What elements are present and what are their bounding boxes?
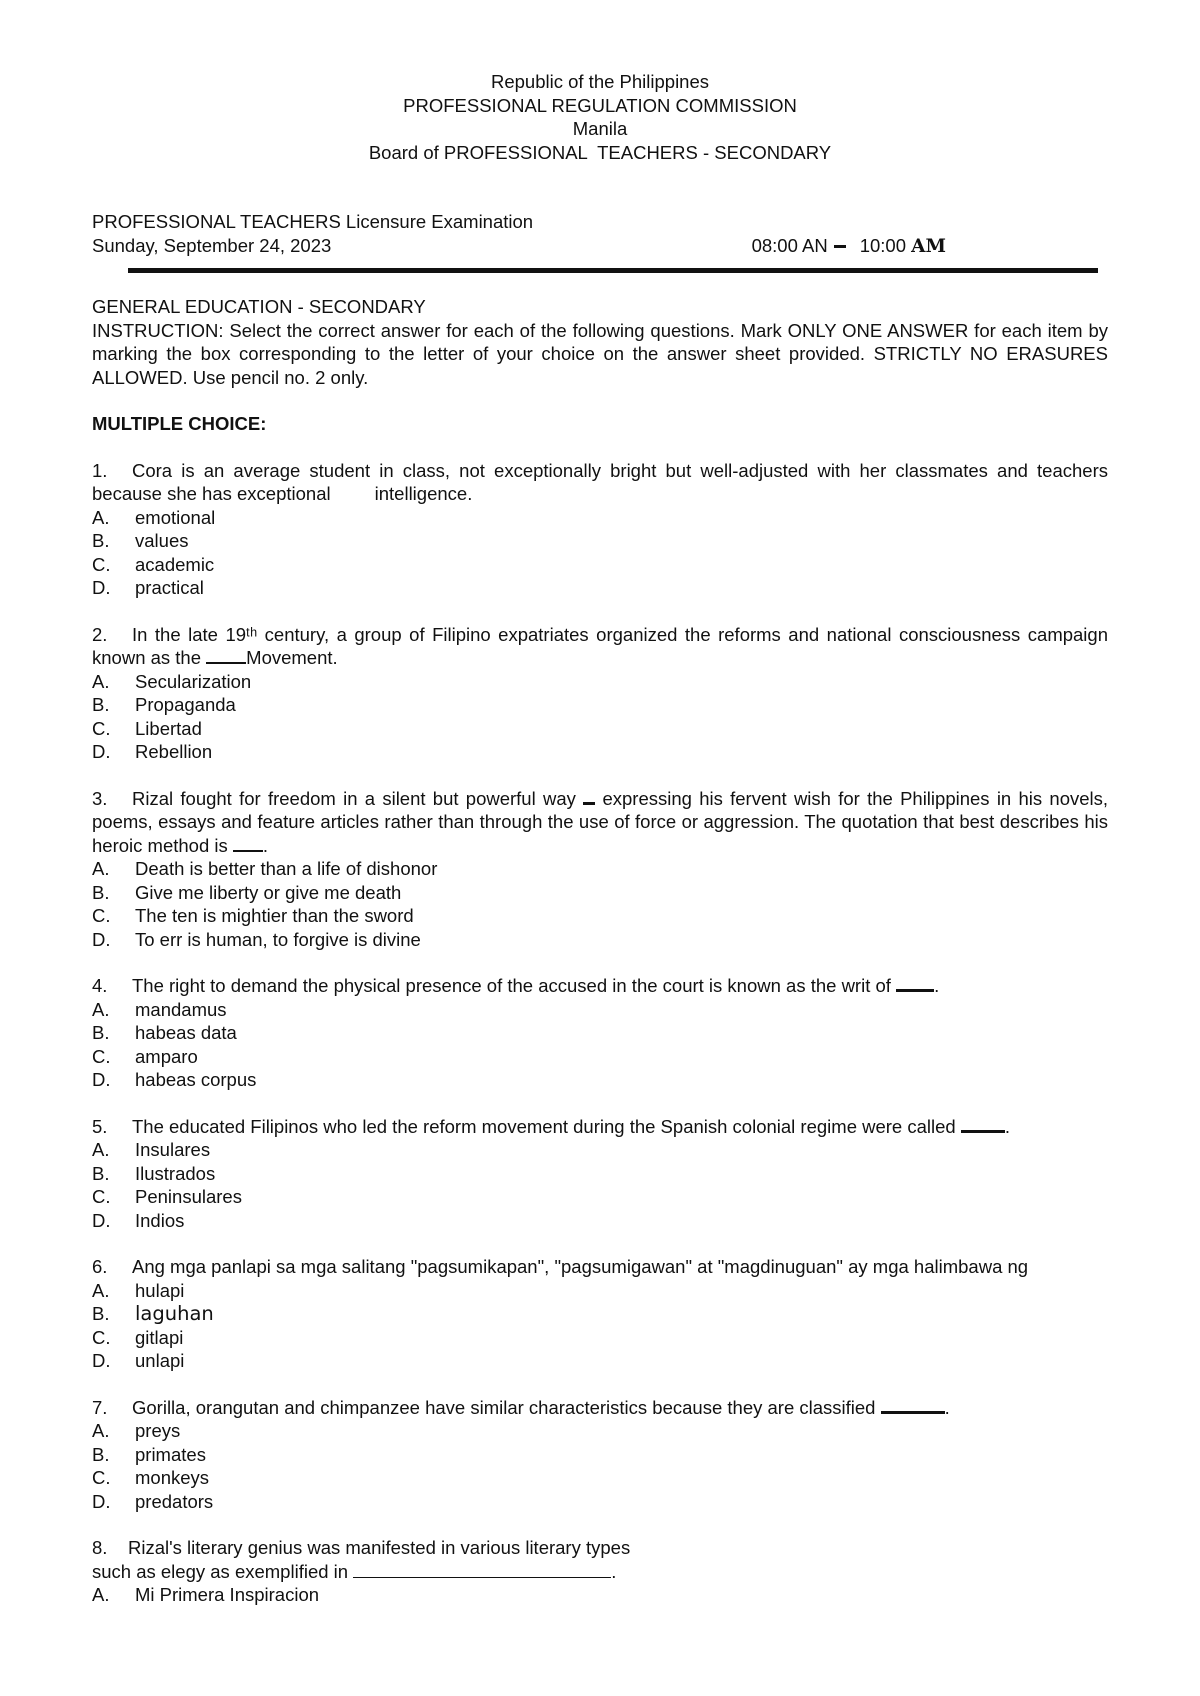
question-3 <box>92 787 1108 952</box>
option-d: D. Indios <box>92 1209 185 1231</box>
question-stem: 1. Cora is an average student in class, not exceptionally bright but well-adjusted with her classmates and teachers because she has exceptional intelligence. <box>92 459 1108 504</box>
answer-blank <box>233 836 263 852</box>
header-divider <box>128 268 1098 273</box>
exam-time-end: 10:00 <box>859 234 907 256</box>
question-stem: 7. Gorilla, orangutan and chimpanzee have similar characteristics because they are classified . <box>92 1396 950 1418</box>
document-header <box>92 70 1108 164</box>
exam-time <box>752 234 946 259</box>
option-a: A. mandamus <box>92 998 227 1020</box>
answer-blank <box>881 1397 945 1414</box>
answer-blank <box>896 975 934 992</box>
question-number: 6. <box>92 1256 108 1277</box>
question-7 <box>92 1396 1108 1514</box>
option-b: B. values <box>92 530 189 551</box>
question-stem: 5. The educated Filipinos who led the reform movement during the Spanish colonial regime were called . <box>92 1115 1010 1137</box>
option-b: B. Propaganda <box>92 694 236 715</box>
option-a: A. emotional <box>92 506 216 528</box>
question-number: 8. <box>92 1537 108 1558</box>
question-number: 7. <box>92 1396 108 1418</box>
header-agency: PROFESSIONAL REGULATION COMMISSION <box>403 94 797 116</box>
option-a: A. Death is better than a life of dishonor <box>92 858 438 879</box>
option-a: A. hulapi <box>92 1279 185 1301</box>
header-city: Manila <box>572 118 628 139</box>
multiple-choice-label: MULTIPLE CHOICE: <box>92 413 267 434</box>
answer-blank <box>206 648 246 664</box>
option-b: B. habeas data <box>92 1022 237 1043</box>
question-number: 1. <box>92 459 108 481</box>
question-2 <box>92 623 1108 764</box>
option-c: C. Peninsulares <box>92 1186 242 1207</box>
option-d: D. unlapi <box>92 1350 185 1371</box>
option-a: A. Secularization <box>92 670 252 692</box>
question-1 <box>92 459 1108 600</box>
dash <box>583 792 595 805</box>
question-stem: 6. Ang mga panlapi sa mga salitang "pagsumikapan", "pagsumigawan" at "magdinuguan" ay mga halimbawa ng <box>92 1256 1029 1277</box>
exam-info <box>92 210 1108 273</box>
option-c: C. academic <box>92 553 215 575</box>
question-number: 2. <box>92 623 108 645</box>
exam-time-end-suffix: AM <box>911 235 946 257</box>
option-c: C. The ten is mightier than the sword <box>92 905 414 926</box>
header-country: Republic of the Philippines <box>490 71 710 92</box>
question-stem: 4. The right to demand the physical presence of the accused in the court is known as the writ of . <box>92 975 940 996</box>
question-4 <box>92 974 1108 1092</box>
question-number: 3. <box>92 787 108 809</box>
question-stem-continued: such as elegy as exemplified in . <box>92 1560 617 1582</box>
option-b: B. Ilustrados <box>92 1162 216 1184</box>
question-stem: 3. Rizal fought for freedom in a silent but powerful way expressing his fervent wish for the Philippines in his novels, poems, essays and feature articles rather than through the use of force or aggression. The quotation that best describes his heroic method is . <box>92 787 1109 856</box>
option-c: C. monkeys <box>92 1467 210 1488</box>
option-a: A. preys <box>92 1420 181 1441</box>
question-stem: 2. In the late 19ᵗʰ century, a group of Filipino expatriates organized the reforms and national consciousness campaign known as the Movement. <box>92 623 1108 668</box>
question-8 <box>92 1536 1108 1607</box>
time-dash <box>834 245 846 248</box>
answer-blank <box>961 1116 1005 1133</box>
question-number: 4. <box>92 975 108 996</box>
instruction-text: INSTRUCTION: Select the correct answer for each of the following questions. Mark ONLY ONE ANSWER for each item by marking the box corresponding to the letter of your choice on the answer sheet provided. STRICTLY NO ERASURES ALLOWED. Use pencil no. 2 only. <box>92 319 1108 388</box>
option-d: D. habeas corpus <box>92 1069 257 1090</box>
question-stem: 8. Rizal's literary genius was manifested in various literary types <box>92 1537 631 1558</box>
option-c: C. gitlapi <box>92 1326 184 1348</box>
option-b: B. primates <box>92 1443 206 1465</box>
section-title: GENERAL EDUCATION - SECONDARY <box>92 296 426 317</box>
option-b: B. laguhan <box>92 1302 214 1325</box>
option-d: D. predators <box>92 1490 214 1512</box>
header-board: Board of PROFESSIONAL TEACHERS - SECONDARY <box>368 141 832 163</box>
exam-title: PROFESSIONAL TEACHERS Licensure Examination <box>92 211 534 232</box>
question-5 <box>92 1115 1108 1233</box>
option-c: C. amparo <box>92 1045 198 1067</box>
option-c: C. Libertad <box>92 717 202 739</box>
option-b: B. Give me liberty or give me death <box>92 881 402 903</box>
exam-date: Sunday, September 24, 2023 <box>92 234 332 256</box>
question-6 <box>92 1255 1108 1373</box>
option-a: A. Insulares <box>92 1139 211 1160</box>
option-d: D. practical <box>92 577 204 598</box>
exam-time-start: 08:00 AN <box>751 234 828 256</box>
option-d: D. To err is human, to forgive is divine <box>92 928 421 950</box>
option-d: D. Rebellion <box>92 741 213 762</box>
option-a: A. Mi Primera Inspiracion <box>92 1584 320 1605</box>
question-number: 5. <box>92 1115 108 1137</box>
answer-blank <box>353 1563 611 1578</box>
